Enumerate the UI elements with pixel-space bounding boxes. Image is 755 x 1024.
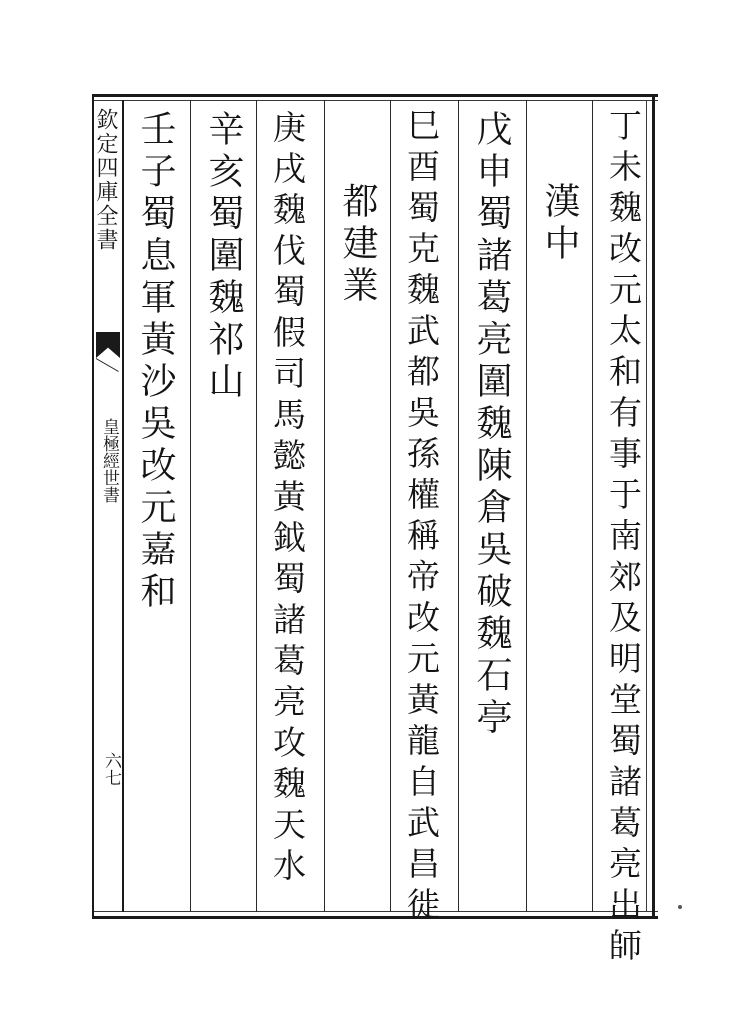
column-rule [256, 100, 257, 912]
text-column-5: 都建業 [337, 182, 378, 308]
frame-bottom-inner-border [92, 911, 658, 912]
text-column-8: 壬子蜀息軍黃沙吳改元嘉和 [135, 110, 176, 614]
text-column-2: 漢中 [539, 182, 580, 266]
frame-right-border [652, 94, 655, 919]
frame-right-inner-border [646, 100, 647, 912]
text-column-7: 辛亥蜀圍魏祁山 [203, 110, 244, 404]
spine-divider [122, 100, 124, 912]
frame-top-border [92, 94, 658, 97]
fishtail-rule [96, 358, 122, 376]
column-rule [390, 100, 391, 912]
column-rule [190, 100, 191, 912]
book-title: 皇極經世書 [99, 418, 119, 503]
text-column-3: 戊申蜀諸葛亮圍魏陳倉吳破魏石亭 [471, 110, 512, 740]
text-column-6: 庚戌魏伐蜀假司馬懿黃鉞蜀諸葛亮攻魏天水 [268, 110, 307, 889]
text-column-1: 丁未魏改元太和有事于南郊及明堂蜀諸葛亮出師 [604, 108, 643, 969]
column-rule [526, 100, 527, 912]
column-rule [324, 100, 325, 912]
page-number: 六七 [101, 752, 121, 786]
column-rule [592, 100, 593, 912]
frame-top-inner-border [92, 100, 658, 101]
frame-bottom-border [92, 916, 658, 919]
edge-speck [678, 905, 682, 909]
text-column-4: 巳酉蜀克魏武都吳孫權稱帝改元黃龍自武昌徙 [402, 108, 441, 928]
column-rule [458, 100, 459, 912]
collection-title: 欽定四庫全書 [93, 108, 118, 252]
